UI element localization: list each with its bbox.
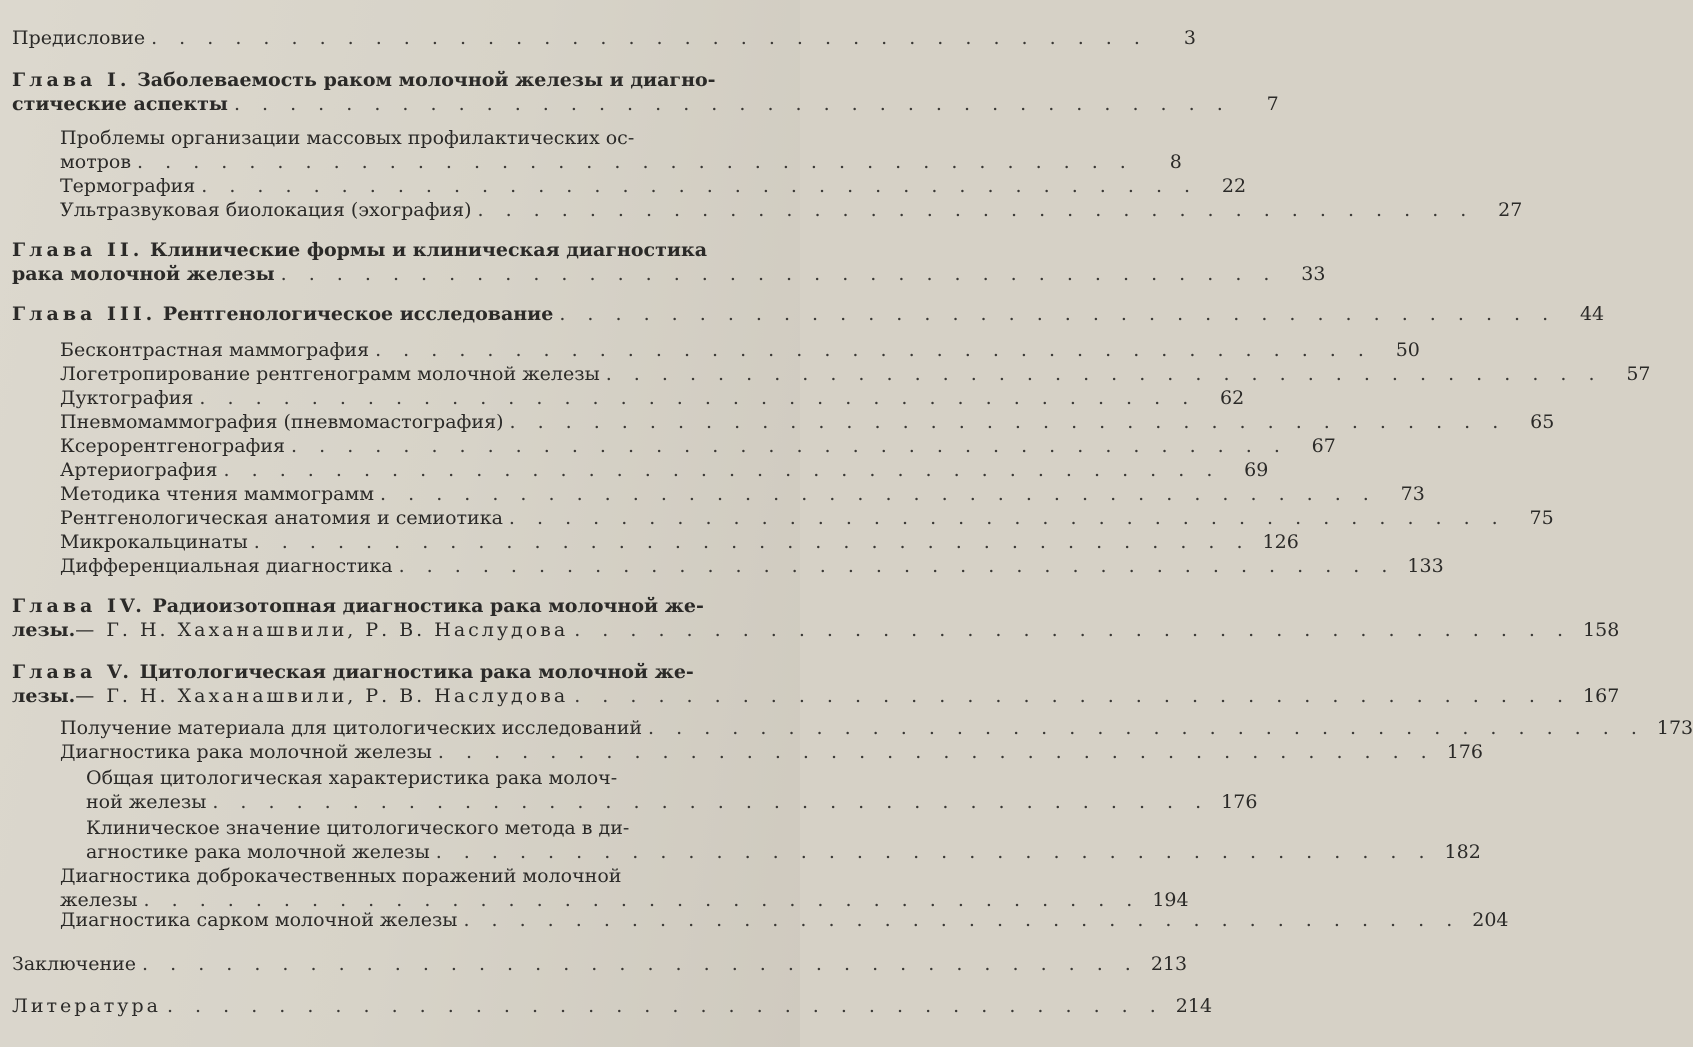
leader-dots: . . . . . . . . . . . . . . . . . . . . . . . . . . . . . . . . . . . . xyxy=(509,411,1507,433)
leader-dots: . . . . . . . . . . . . . . . . . . . . . . . . . . . . . . . . . . . . xyxy=(143,889,1141,911)
toc-entry-chapter-4 xyxy=(12,594,1620,642)
page-number: 22 xyxy=(1221,175,1247,197)
leader-dots: . . . . . . . . . . . . . . . . . . . . . . . . . . . . . . . . . . . . xyxy=(398,555,1396,577)
page-number: 173 xyxy=(1656,717,1693,739)
leader-dots: . . . . . . . . . . . . . . . . . . . . . . . . . . . . . . . . . . . . xyxy=(477,199,1475,221)
leader-dots: . . . . . . . . . . . . . . . . . . . . . . . . . . . . . . . . . . . . xyxy=(223,459,1221,481)
chapter-title: Рентгенологическое исследование xyxy=(162,303,554,325)
chapter-label: Глава IV. xyxy=(12,595,146,617)
chapter-label: Глава I. xyxy=(12,69,131,91)
leader-dots: . . . . . . . . . . . . . . . . . . . . . . . . . . . . . . . . . . . . xyxy=(199,387,1197,409)
leader-dots: . . . . . . . . . . . . . . . . . . . . . . . . . . . . . . . . . . . . xyxy=(280,263,1278,285)
page-number: 27 xyxy=(1498,199,1523,221)
entry-title: Термография xyxy=(60,175,196,197)
page-number: 75 xyxy=(1529,507,1554,529)
toc-entry-ch5-item-1 xyxy=(60,716,1693,740)
leader-dots: . . . . . . . . . . . . . . . . . . . . . . . . . . . . . . . . . . . . xyxy=(508,507,1506,529)
entry-title: Методика чтения маммограмм xyxy=(60,483,375,505)
entry-title: Получение материала для цитологических исследований xyxy=(60,717,643,739)
leader-dots: . . . . . . . . . . . . . . . . . . . . . . . . . . . . . . . . . . . . xyxy=(375,339,1372,361)
leader-dots: . . . . . . . . . . . . . . . . . . . . . . . . . . . . . . . . . . . . xyxy=(212,791,1210,813)
page-number: 69 xyxy=(1244,459,1269,481)
entry-title: Диагностика доброкачественных поражений молочной xyxy=(60,865,622,887)
chapter-title: Радиоизотопная диагностика рака молочной же- xyxy=(152,595,704,617)
leader-dots: . . . . . . . . . . . . . . . . . . . . . . . . . . . . . . . . . . . . xyxy=(253,531,1251,553)
toc-entry-ch5-item-3 xyxy=(86,766,1258,814)
toc-entry-literature xyxy=(12,994,1213,1018)
leader-dots: . . . . . . . . . . . . . . . . . . . . . . . . . . . . . . . . . . . . xyxy=(201,175,1199,197)
leader-dots: . . . . . . . . . . . . . . . . . . . . . . . . . . . . . . . . . . . . xyxy=(166,995,1164,1017)
leader-dots: . . . . . . . . . . . . . . . . . . . . . . . . . . . . . . . . . . . . xyxy=(380,483,1377,505)
entry-title: Диагностика рака молочной железы xyxy=(60,741,432,763)
leader-dots: . . . . . . . . . . . . . . . . . . . . . . . . . . . . . . . . . . . . xyxy=(435,841,1433,863)
page-number: 65 xyxy=(1530,411,1555,433)
toc-entry-chapter-1 xyxy=(12,68,1279,116)
entry-title: Заключение xyxy=(12,953,137,975)
page-number: 176 xyxy=(1446,741,1483,763)
entry-title: Микрокальцинаты xyxy=(60,531,248,553)
toc-entry-ch3-item xyxy=(60,362,1651,386)
page-number: 50 xyxy=(1395,339,1420,361)
entry-title: Общая цитологическая характеристика рака молоч- xyxy=(86,767,618,789)
entry-title: Ультразвуковая биолокация (эхография) xyxy=(60,199,472,221)
entry-title: Ксерорентгенография xyxy=(60,435,286,457)
page-number: 7 xyxy=(1266,93,1279,115)
page-number: 176 xyxy=(1221,791,1258,813)
leader-dots: . . . . . . . . . . . . . . . . . . . . . . . . . . . . . . . . . . . . xyxy=(151,27,1148,49)
leader-dots: . . . . . . . . . . . . . . . . . . . . . . . . . . . . . . . . . . . . xyxy=(437,741,1435,763)
entry-title: Клиническое значение цитологического метода в ди- xyxy=(86,817,630,839)
chapter-label: Глава II. xyxy=(12,239,144,261)
page-number: 67 xyxy=(1311,435,1336,457)
chapter-authors: — Г. Н. Хаханашвили, Р. В. Наслудова xyxy=(75,685,569,707)
toc-entry-ch5-item-6 xyxy=(60,908,1509,932)
leader-dots: . . . . . . . . . . . . . . . . . . . . . . . . . . . . . . . . . . . . xyxy=(233,93,1231,115)
toc-entry-chapter-3 xyxy=(12,302,1605,326)
chapter-authors: — Г. Н. Хаханашвили, Р. В. Наслудова xyxy=(75,619,569,641)
toc-entry-chapter-2 xyxy=(12,238,1326,286)
entry-title-cont: железы xyxy=(60,889,138,911)
chapter-title-cont: лезы. xyxy=(12,685,76,707)
toc-entry-ch3-item xyxy=(60,458,1269,482)
leader-dots: . . . . . . . . . . . . . . . . . . . . . . . . . . . . . . . . . . . . xyxy=(463,909,1461,931)
entry-title-cont: ной железы xyxy=(86,791,207,813)
toc-entry-ch3-item xyxy=(60,530,1299,554)
page-number: 57 xyxy=(1626,363,1651,385)
leader-dots: . . . . . . . . . . . . . . . . . . . . . . . . . . . . . . . . . . . . xyxy=(291,435,1288,457)
entry-title: Артериография xyxy=(60,459,218,481)
page-number: 213 xyxy=(1150,953,1188,975)
chapter-label: Глава V. xyxy=(12,661,133,683)
entry-title: Рентгенологическая анатомия и семиотика xyxy=(60,507,503,529)
toc-entry-ch5-item-4 xyxy=(86,816,1481,864)
entry-title: Диагностика сарком молочной железы xyxy=(60,909,458,931)
chapter-title-cont: лезы. xyxy=(12,619,76,641)
leader-dots: . . . . . . . . . . . . . . . . . . . . . . . . . . . . . . . . . . . . xyxy=(137,151,1134,173)
toc-entry-ch1-item-2 xyxy=(60,174,1247,198)
chapter-title: Цитологическая диагностика рака молочной же- xyxy=(139,661,694,683)
leader-dots: . . . . . . . . . . . . . . . . . . . . . . . . . . . . . . . . . . . . xyxy=(142,953,1139,975)
page-number: 214 xyxy=(1175,995,1213,1017)
toc-entry-ch5-item-5 xyxy=(60,864,1189,912)
page-number: 167 xyxy=(1583,685,1620,707)
leader-dots: . . . . . . . . . . . . . . . . . . . . . . . . . . . . . . . . . . . . xyxy=(605,363,1603,385)
page-number: 33 xyxy=(1301,263,1326,285)
toc-entry-preface xyxy=(12,26,1196,50)
toc-entry-ch3-item xyxy=(60,506,1554,530)
chapter-title-cont: стические аспекты xyxy=(12,93,228,115)
page-number: 194 xyxy=(1152,889,1189,911)
page-number: 62 xyxy=(1220,387,1245,409)
toc-entry-ch1-item-3 xyxy=(60,198,1523,222)
chapter-title-cont: рака молочной железы xyxy=(12,263,275,285)
page-number: 8 xyxy=(1169,151,1182,173)
page-number: 126 xyxy=(1262,531,1299,553)
entry-title: Бесконтрастная маммография xyxy=(60,339,370,361)
toc-entry-ch5-item-2 xyxy=(60,740,1483,764)
toc-entry-ch3-item xyxy=(60,482,1425,506)
leader-dots: . . . . . . . . . . . . . . . . . . . . . . . . . . . . . . . . . . . . xyxy=(648,717,1645,739)
toc-entry-ch3-item xyxy=(60,410,1555,434)
page-number: 3 xyxy=(1183,27,1196,49)
toc-entry-ch1-item-1 xyxy=(60,126,1182,174)
entry-title: Предисловие xyxy=(12,27,146,49)
toc-entry-ch3-item xyxy=(60,386,1245,410)
toc-entry-ch3-item xyxy=(60,338,1420,362)
toc-entry-ch3-item xyxy=(60,554,1444,578)
toc-list-ch3-items xyxy=(60,338,1651,578)
toc-entry-chapter-5 xyxy=(12,660,1620,708)
entry-title: Дуктография xyxy=(60,387,194,409)
page-number: 133 xyxy=(1407,555,1444,577)
chapter-title: Клинические формы и клиническая диагностика xyxy=(149,239,707,261)
entry-title: Логетропирование рентгенограмм молочной железы xyxy=(60,363,600,385)
page-number: 158 xyxy=(1583,619,1620,641)
entry-title: Дифференциальная диагностика xyxy=(60,555,393,577)
leader-dots: . . . . . . . . . . . . . . . . . . . . . . . . . . . . . . . . . . . . xyxy=(559,303,1557,325)
entry-title: Пневмомаммография (пневмомастография) xyxy=(60,411,504,433)
page-number: 204 xyxy=(1472,909,1509,931)
page-number: 73 xyxy=(1400,483,1425,505)
leader-dots: . . . . . . . . . . . . . . . . . . . . . . . . . . . . . . . . . . . . xyxy=(574,685,1572,707)
leader-dots: . . . . . . . . . . . . . . . . . . . . . . . . . . . . . . . . . . . . xyxy=(574,619,1572,641)
page-number: 44 xyxy=(1579,303,1605,325)
chapter-title: Заболеваемость раком молочной железы и диагно- xyxy=(137,69,716,91)
toc-entry-conclusion xyxy=(12,952,1188,976)
toc-entry-ch3-item xyxy=(60,434,1336,458)
chapter-label: Глава III. xyxy=(12,303,157,325)
entry-title-cont: агностике рака молочной железы xyxy=(86,841,430,863)
entry-title: Литература xyxy=(12,995,161,1017)
entry-title-cont: мотров xyxy=(60,151,132,173)
entry-title: Проблемы организации массовых профилактических ос- xyxy=(60,127,635,149)
page-number: 182 xyxy=(1444,841,1481,863)
